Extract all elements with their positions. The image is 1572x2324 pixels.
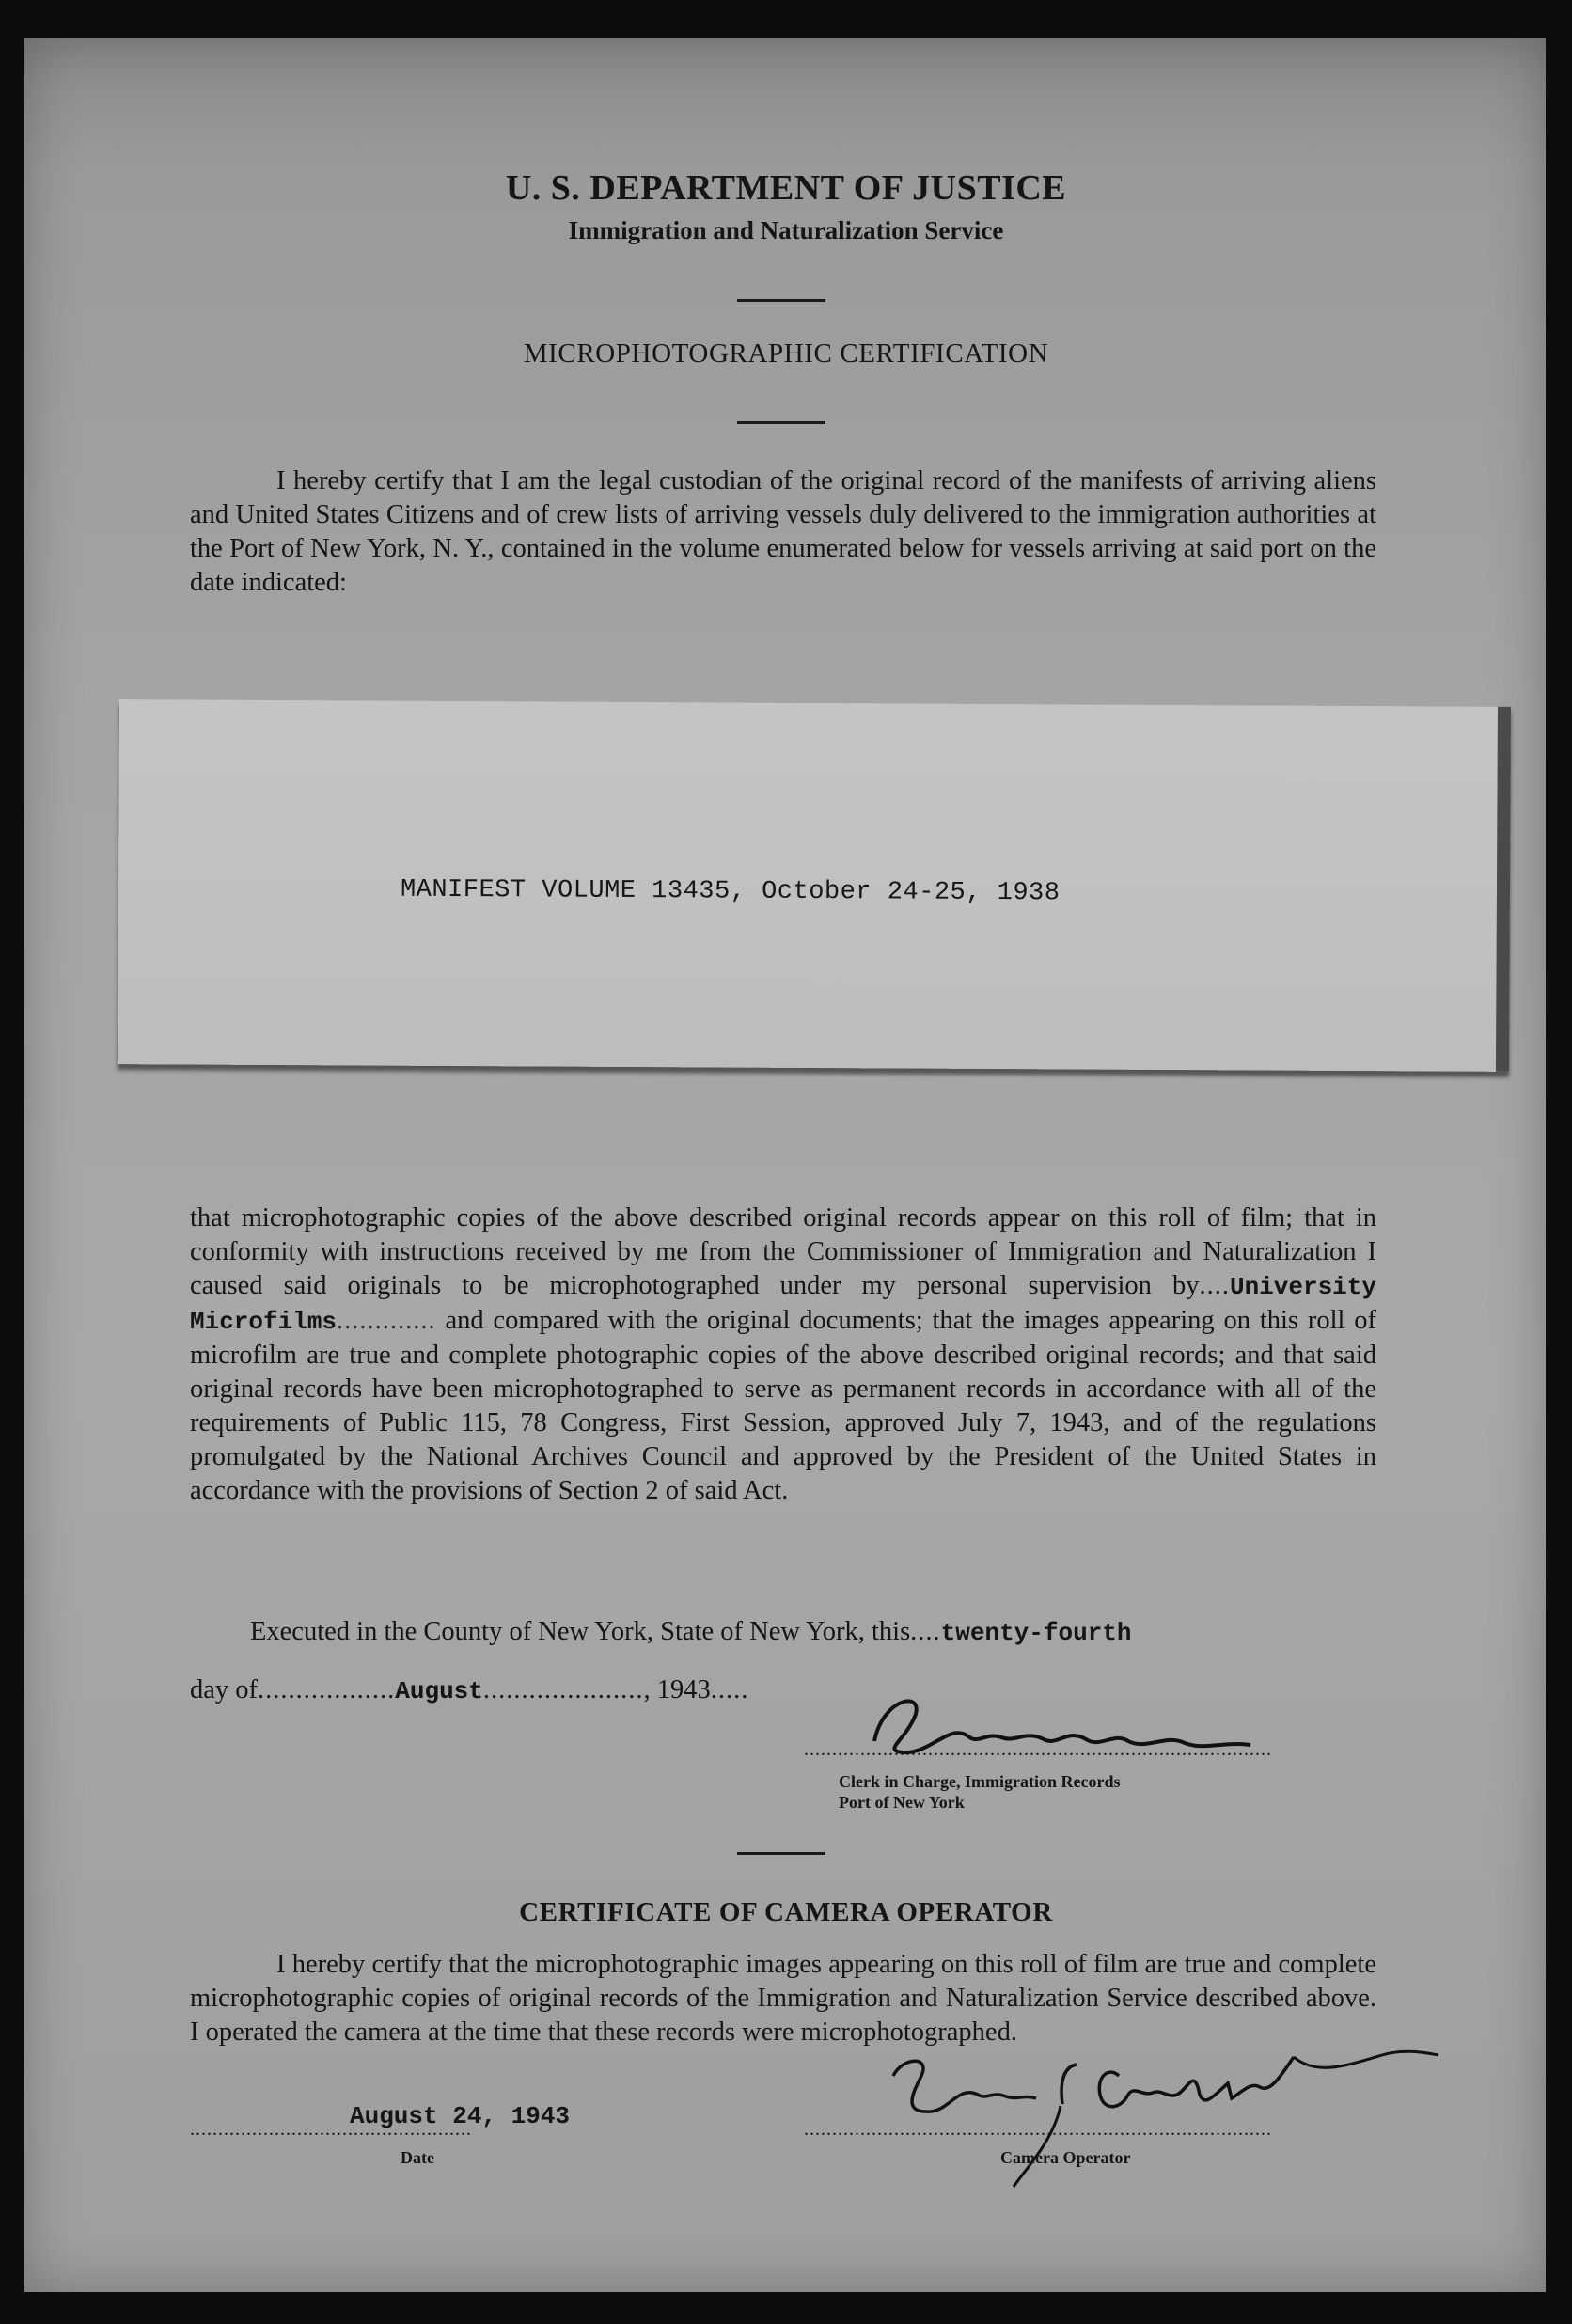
clerk-signature-line: ................................................................................... <box>804 1739 1272 1760</box>
camera-date-value: August 24, 1943 <box>350 2102 571 2130</box>
execution-day: twenty-fourth <box>940 1619 1132 1647</box>
execution-date-line: day of..................August....................., 1943..... <box>190 1675 749 1705</box>
divider <box>737 1852 825 1855</box>
clerk-title: Clerk in Charge, Immigration Records Port of New York <box>839 1772 1121 1812</box>
camera-operator-signature <box>874 2038 1457 2198</box>
date-label: Date <box>401 2148 434 2167</box>
certification-body <box>190 1201 1376 1508</box>
divider <box>737 421 825 424</box>
dot-leader: ..... <box>710 1675 749 1704</box>
day-of-label: day of <box>190 1675 259 1704</box>
camera-operator-label: Camera Operator <box>1000 2148 1131 2167</box>
dot-leader: .................. <box>258 1675 396 1704</box>
manifest-volume-text: MANIFEST VOLUME 13435, October 24-25, 1938 <box>400 875 1061 908</box>
camera-certificate-text: I hereby certify that the microphotographic images appearing on this roll of film are true and complete microphotographic copies of original records of the Immigration and Naturalization Service described above. I operated the camera at the time that these records were microphotographed. <box>190 1950 1376 2047</box>
department-title: U. S. DEPARTMENT OF JUSTICE <box>505 168 1067 208</box>
date-line: .................................................. <box>190 2119 472 2140</box>
operator-signature-line: ................................................................................... <box>804 2119 1272 2140</box>
service-subtitle: Immigration and Naturalization Service <box>568 216 1004 244</box>
execution-prefix: Executed in the County of New York, State of New York, this <box>250 1617 911 1646</box>
dot-leader: .... <box>910 1617 941 1646</box>
body-text-1: that microphotographic copies of the above described original records appear on this roll of film; that in conformity with instructions received by me from the Commissioner of Immigration and Naturalization I caused said originals to be microphotographed under my personal supervision by <box>190 1203 1376 1300</box>
supervisor-name: University Microfilms <box>190 1273 1376 1336</box>
dot-leader: ............. <box>337 1306 436 1335</box>
execution-year: 1943 <box>656 1675 711 1704</box>
volume-slip <box>118 699 1511 1072</box>
dot-leader: .... <box>1199 1271 1230 1300</box>
body-text-2: and compared with the original documents; that the images appearing on this roll of microfilm are true and complete photographic copies of the above described original records; and that said original records have been microphotographed to serve as permanent records in accordance with all of the requirements of Public 115, 78 Congress, First Session, approved July 7, 1943, and of the regulations promulgated by the National Archives Council and approved by the President of the United States in accordance with the provisions of Section 2 of said Act. <box>190 1306 1377 1505</box>
execution-month: August <box>395 1677 483 1705</box>
camera-certificate-title: CERTIFICATE OF CAMERA OPERATOR <box>519 1897 1053 1927</box>
execution-line <box>250 1617 1132 1647</box>
certification-heading: MICROPHOTOGRAPHIC CERTIFICATION <box>523 338 1049 369</box>
dot-leader: ..................... <box>482 1675 644 1704</box>
intro-paragraph: I hereby certify that I am the legal custodian of the original record of the manifests of arriving aliens and United States Citizens and of crew lists of arriving vessels duly delivered to the immigration authorities at the Port of New York, N. Y., contained in the volume enumerated below for vessels arriving at said port on the date indicated: <box>190 466 1376 597</box>
divider <box>737 299 825 302</box>
